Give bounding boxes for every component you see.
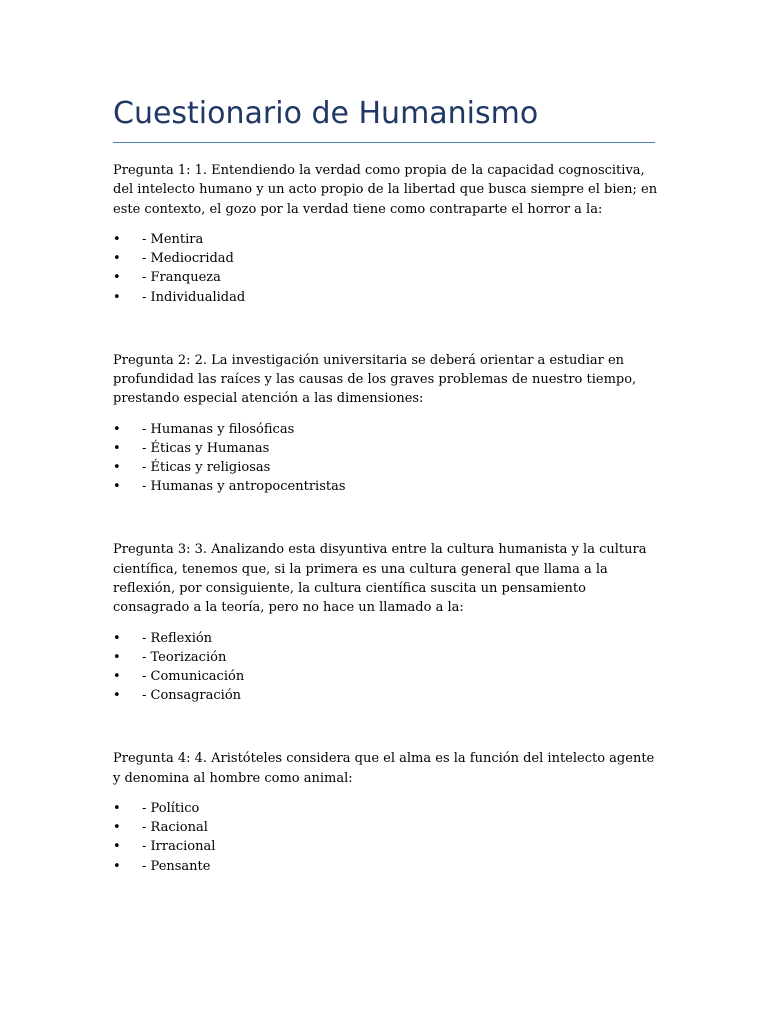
option-label: - Humanas y filosóficas bbox=[142, 421, 295, 437]
option bbox=[113, 458, 655, 477]
option-label: - Éticas y Humanas bbox=[142, 440, 270, 456]
option-label: - Teorización bbox=[142, 649, 227, 665]
question-1-options bbox=[113, 230, 655, 307]
option-label: - Humanas y antropocentristas bbox=[142, 479, 346, 495]
option bbox=[113, 249, 655, 268]
option-label: - Mediocridad bbox=[142, 251, 234, 267]
option-label: - Reflexión bbox=[142, 630, 213, 646]
question-1 bbox=[113, 161, 658, 307]
option bbox=[113, 477, 655, 496]
bullet-icon: • bbox=[113, 460, 121, 475]
document-title: Cuestionario de Humanismo bbox=[113, 94, 655, 143]
question-list bbox=[113, 161, 658, 876]
option bbox=[113, 686, 655, 705]
question-2 bbox=[113, 351, 655, 497]
bullet-icon: • bbox=[113, 649, 121, 665]
option-label: - Racional bbox=[142, 820, 208, 836]
bullet-icon: • bbox=[113, 289, 121, 305]
bullet-icon: • bbox=[113, 688, 121, 704]
question-4-options bbox=[113, 799, 655, 876]
option bbox=[113, 799, 655, 818]
bullet-icon: • bbox=[113, 251, 121, 267]
question-4 bbox=[113, 749, 655, 875]
bullet-icon: • bbox=[113, 801, 121, 816]
option bbox=[113, 268, 655, 287]
bullet-icon: • bbox=[113, 479, 121, 495]
option-label: - Pensante bbox=[142, 858, 211, 874]
question-3-options bbox=[113, 629, 655, 706]
bullet-icon: • bbox=[113, 669, 121, 684]
option bbox=[113, 648, 655, 667]
bullet-icon: • bbox=[113, 839, 121, 855]
option bbox=[113, 837, 655, 856]
question-3-text: Pregunta 3: 3. Analizando esta disyuntiva entre la cultura humanista y la cultura científica, tenemos que, si la primera es una cultura general que llama a la reflexión, por consiguiente, la cultura científica suscita un pensamiento consagrado a la teoría, pero no hace un llamado a la: bbox=[113, 542, 647, 616]
option-label: - Político bbox=[142, 801, 200, 816]
question-4-text: Pregunta 4: 4. Aristóteles considera que el alma es la función del intelecto agente y denomina al hombre como animal: bbox=[113, 751, 655, 786]
option bbox=[113, 818, 655, 837]
bullet-icon: • bbox=[113, 231, 121, 247]
option-label: - Mentira bbox=[142, 231, 204, 247]
option-label: - Irracional bbox=[142, 839, 216, 855]
option bbox=[113, 439, 655, 458]
option-label: - Franqueza bbox=[142, 270, 221, 286]
option bbox=[113, 667, 655, 686]
bullet-icon: • bbox=[113, 820, 121, 836]
option bbox=[113, 288, 655, 307]
option-label: - Comunicación bbox=[142, 669, 245, 684]
bullet-icon: • bbox=[113, 421, 121, 437]
option-label: - Consagración bbox=[142, 688, 242, 704]
bullet-icon: • bbox=[113, 858, 121, 874]
option bbox=[113, 230, 655, 249]
option bbox=[113, 420, 655, 439]
bullet-icon: • bbox=[113, 630, 121, 646]
question-3 bbox=[113, 540, 655, 705]
bullet-icon: • bbox=[113, 270, 121, 286]
question-2-text: Pregunta 2: 2. La investigación universitaria se deberá orientar a estudiar en profundidad las raíces y las causas de los graves problemas de nuestro tiempo, prestando especial atención a las dimensiones: bbox=[113, 352, 637, 407]
option-label: - Éticas y religiosas bbox=[142, 460, 271, 475]
question-2-options bbox=[113, 420, 655, 497]
option bbox=[113, 629, 655, 648]
bullet-icon: • bbox=[113, 440, 121, 456]
option bbox=[113, 857, 655, 876]
question-1-text: Pregunta 1: 1. Entendiendo la verdad como propia de la capacidad cognoscitiva, del intelecto humano y un acto propio de la libertad que busca siempre el bien; en este contexto, el gozo por la verdad tiene como contraparte el horror a la: bbox=[113, 163, 658, 217]
option-label: - Individualidad bbox=[142, 289, 246, 305]
